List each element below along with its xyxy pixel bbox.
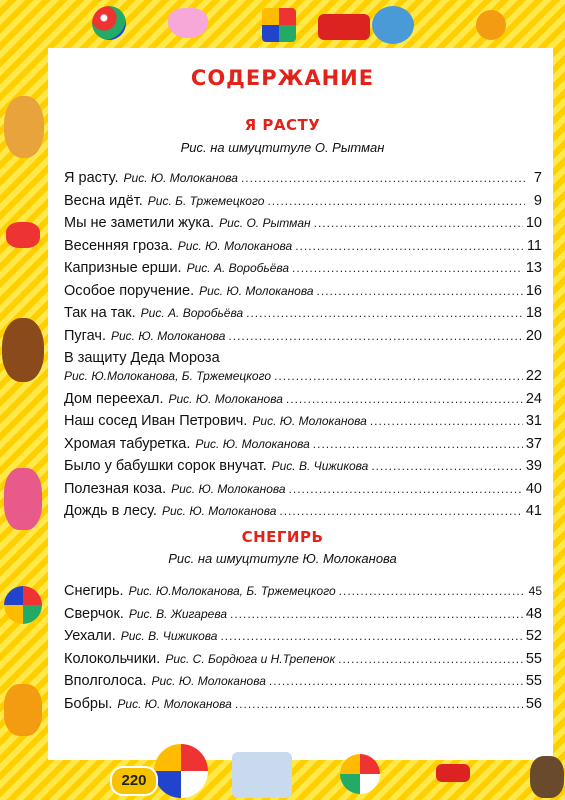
toc-entry xyxy=(64,651,542,674)
leader-dots xyxy=(338,652,523,666)
entry-page: 55 xyxy=(525,650,542,667)
toc-entry xyxy=(64,260,542,283)
leader-dots xyxy=(220,629,522,643)
car-icon xyxy=(436,764,470,782)
leader-dots xyxy=(279,504,522,518)
entry-title: Пугач. xyxy=(64,327,106,344)
helicopter-icon xyxy=(6,222,40,248)
entry-page: 7 xyxy=(533,170,542,186)
entry-page: 52 xyxy=(525,628,542,644)
entry-illustrator: Рис. С. Бордюга и Н.Трепенок xyxy=(165,651,336,666)
entry-page: 24 xyxy=(525,390,542,407)
entry-page: 31 xyxy=(525,413,542,429)
entry-page: 39 xyxy=(525,458,542,474)
entry-title: Весна идёт. xyxy=(64,192,143,209)
entry-title: Уехали. xyxy=(64,628,116,644)
entry-page: 48 xyxy=(525,605,542,622)
toc-entry xyxy=(64,696,542,719)
entry-page: 11 xyxy=(526,237,542,254)
duck-icon xyxy=(476,10,506,40)
entry-illustrator: Рис. В. Чижикова xyxy=(120,629,218,643)
butterfly-icon xyxy=(168,8,208,38)
entry-title: Полезная коза. xyxy=(64,480,167,497)
leader-dots xyxy=(267,194,525,208)
entry-page: 56 xyxy=(525,695,542,712)
leader-dots xyxy=(313,437,523,451)
entry-title: Сверчок. xyxy=(64,605,124,622)
entry-illustrator: Рис. Ю. Молоканова xyxy=(161,504,277,518)
leader-dots xyxy=(370,414,523,428)
entry-page: 40 xyxy=(525,480,542,497)
entry-illustrator: Рис. Ю. Молоканова xyxy=(252,414,367,428)
entry-illustrator: Рис. Ю. Молоканова xyxy=(177,238,293,253)
leader-dots xyxy=(241,171,525,185)
entry-page: 9 xyxy=(533,192,542,209)
entry-illustrator: Рис. В. Жигарева xyxy=(128,606,227,621)
leader-dots xyxy=(230,607,523,621)
entry-title: Капризные ерши. xyxy=(64,260,182,276)
section-note: Рис. на шмуцтитуле Ю. Молоканова xyxy=(168,551,397,566)
toc-entry xyxy=(64,238,542,261)
toc-entry xyxy=(64,215,542,238)
leader-dots xyxy=(235,697,523,711)
toc-entry xyxy=(64,283,542,306)
entry-illustrator: Рис. Б. Тржемецкого xyxy=(147,193,265,208)
entry-illustrator: Рис. Ю. Молоканова xyxy=(123,171,238,185)
entry-title: Снегирь. xyxy=(64,583,124,599)
clown-icon xyxy=(4,468,42,530)
toc-entry xyxy=(64,503,542,526)
toc-section-1 xyxy=(64,170,542,526)
section-note: Рис. на шмуцтитуле О. Рытман xyxy=(180,140,385,155)
entry-illustrator: Рис. Ю.Молоканова, Б. Тржемецкого xyxy=(128,584,336,598)
ball-icon xyxy=(92,6,126,40)
page-title: СОДЕРЖАНИЕ xyxy=(190,66,375,90)
leader-dots xyxy=(269,674,523,688)
entry-illustrator: Рис. О. Рытман xyxy=(219,216,311,230)
entry-title: Наш сосед Иван Петрович. xyxy=(64,413,248,429)
toc-entry xyxy=(64,583,542,606)
toc-entry xyxy=(64,481,542,504)
toc-entry xyxy=(64,328,542,351)
entry-title: Вполголоса. xyxy=(64,673,147,689)
entry-illustrator: Рис. Ю.Молоканова, Б. Тржемецкого xyxy=(64,369,272,383)
entry-title: Я расту. xyxy=(64,170,119,186)
entry-title: Дождь в лесу. xyxy=(64,503,157,519)
entry-illustrator: Рис. Ю. Молоканова xyxy=(199,283,314,298)
toc-entry xyxy=(64,413,542,436)
leader-dots xyxy=(371,459,523,473)
entry-title: Было у бабушки сорок внучат. xyxy=(64,458,267,474)
leader-dots xyxy=(317,284,523,298)
toc-entry xyxy=(64,673,542,696)
leader-dots xyxy=(246,306,523,320)
page-number: 220 xyxy=(110,766,158,796)
elephant-icon xyxy=(372,6,414,44)
toc-entry xyxy=(64,458,542,481)
entry-illustrator: Рис. Ю. Молоканова xyxy=(110,328,226,343)
toc-entry xyxy=(64,368,542,391)
leader-dots xyxy=(339,584,525,598)
ball-icon xyxy=(154,744,208,798)
ship-icon xyxy=(232,752,292,798)
entry-title: Так на так. xyxy=(64,305,136,321)
entry-page: 13 xyxy=(525,260,542,276)
entry-title: Мы не заметили жука. xyxy=(64,215,215,231)
leader-dots xyxy=(289,482,523,496)
entry-title: Хромая табуретка. xyxy=(64,435,191,452)
entry-title: Особое поручение. xyxy=(64,282,195,299)
ball-icon xyxy=(340,754,380,794)
entry-illustrator: Рис. А. Воробьёва xyxy=(140,306,244,320)
toc-entry xyxy=(64,391,542,414)
leader-dots xyxy=(228,329,522,343)
section-title: Я РАСТУ xyxy=(244,116,321,134)
entry-illustrator: Рис. Ю. Молоканова xyxy=(195,436,310,451)
ball-icon xyxy=(4,586,42,624)
toc-entry xyxy=(64,305,542,328)
leader-dots xyxy=(274,369,523,383)
entry-title: Бобры. xyxy=(64,695,113,712)
entry-page: 41 xyxy=(525,503,542,519)
toc-section-2 xyxy=(64,583,542,718)
entry-illustrator: Рис. Ю. Молоканова xyxy=(151,674,266,688)
leader-dots xyxy=(292,261,523,275)
entry-illustrator: Рис. В. Чижикова xyxy=(271,459,369,473)
toc-entry xyxy=(64,436,542,459)
toc-entry xyxy=(64,193,542,216)
entry-title: В защиту Деда Мороза xyxy=(64,350,220,366)
entry-title: Дом переехал. xyxy=(64,390,164,407)
entry-page: 55 xyxy=(525,673,542,689)
entry-illustrator: Рис. Ю. Молоканова xyxy=(171,481,286,496)
entry-title: Весенняя гроза. xyxy=(64,237,173,254)
entry-page: 45 xyxy=(528,584,542,598)
toc-entry xyxy=(64,606,542,629)
entry-page: 22 xyxy=(525,368,542,384)
entry-title: Колокольчики. xyxy=(64,650,161,667)
entry-page: 20 xyxy=(525,327,542,344)
entry-page: 37 xyxy=(525,435,542,452)
toc-entry xyxy=(64,628,542,651)
entry-illustrator: Рис. Ю. Молоканова xyxy=(168,391,283,406)
entry-illustrator: Рис. А. Воробьёва xyxy=(186,261,290,275)
toc-entry-heading xyxy=(64,350,542,368)
toc-entry xyxy=(64,170,542,193)
entry-illustrator: Рис. Ю. Молоканова xyxy=(117,696,232,711)
entry-page: 16 xyxy=(525,282,542,299)
tiger-icon xyxy=(4,684,42,736)
train-icon xyxy=(318,14,370,40)
cube-icon xyxy=(262,8,296,42)
cat-icon xyxy=(530,756,564,798)
section-title: СНЕГИРЬ xyxy=(241,528,324,546)
leader-dots xyxy=(286,392,523,406)
entry-page: 18 xyxy=(525,305,542,321)
teddy-bear-icon xyxy=(2,318,44,382)
entry-page: 10 xyxy=(525,215,542,231)
leader-dots xyxy=(295,239,524,253)
leader-dots xyxy=(314,216,523,230)
